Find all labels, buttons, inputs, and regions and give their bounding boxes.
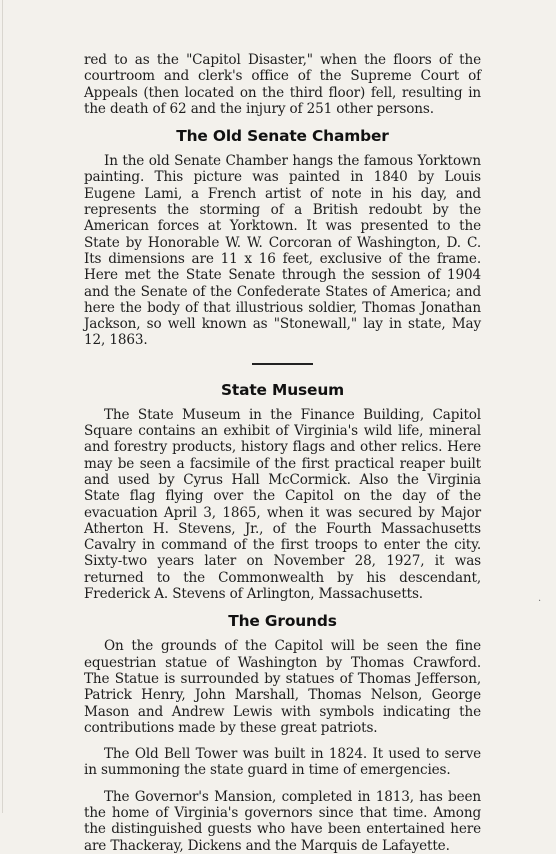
page-edge-line: [2, 0, 3, 813]
senate-paragraph: In the old Senate Chamber hangs the famous Yorktown painting. This picture was painted in 1840 by Louis Eugene Lami, a French artist of note in his day, and represents the storming of a British redoubt by the American forces at Yorktown. It was presented to the State by Honorable W. W. Corcoran of Washington, D. C. Its dimensions are 11 x 16 feet, exclusive of the frame. Here met the State Senate through the session of 1904 and the Senate of the Confederate States of America; and here the body of that illustrious soldier, Thomas Jonathan Jackson, so well known as "Stonewall," lay in state, May 12, 1863.: [84, 153, 481, 349]
document-page: [84, 52, 481, 854]
section-divider: [84, 349, 481, 381]
grounds-paragraph-statues: On the grounds of the Capitol will be seen the fine equestrian statue of Washington by Thomas Crawford. The Statue is surrounded by statues of Thomas Jefferson, Patrick Henry, John Marshall, Thomas Nelson, George Mason and Andrew Lewis with symbols indicating the contributions made by these great patriots.: [84, 638, 481, 736]
grounds-heading: The Grounds: [228, 612, 337, 631]
museum-heading: State Museum: [220, 380, 345, 399]
museum-paragraph: The State Museum in the Finance Building, Capitol Square contains an exhibit of Virginia's wild life, mineral and forestry products, history flags and other relics. Here may be seen a facsimile of the first practical reaper built and used by Cyrus Hall McCormick. Also the Virginia State flag flying over the Capitol on the day of the evacuation April 3, 1865, when it was secured by Major Atherton H. Stevens, Jr., of the Fourth Massachusetts Cavalry in command of the first troops to enter the city. Sixty-two years later on November 28, 1927, it was returned to the Commonwealth by his descendant, Frederick A. Stevens of Arlington, Massachusetts.: [84, 406, 481, 603]
grounds-paragraph-mansion: The Governor's Mansion, completed in 1813, has been the home of Virginia's governors since that time. Among the distinguished guests who have been entertained here are Thackeray, Dickens and the Marquis de Lafayette.: [84, 788, 481, 854]
paper-mark: ·: [538, 596, 542, 607]
divider-rule: [252, 363, 313, 365]
senate-heading: The Old Senate Chamber: [176, 127, 389, 146]
intro-paragraph: red to as the "Capitol Disaster," when the floors of the courtroom and clerk's office of the Supreme Court of Appeals (then located on the third floor) fell, resulting in the death of 62 and the injury of 251 other persons.: [84, 52, 481, 117]
grounds-paragraph-bell-tower: The Old Bell Tower was built in 1824. It used to serve in summoning the state guard in time of emergencies.: [84, 746, 481, 779]
